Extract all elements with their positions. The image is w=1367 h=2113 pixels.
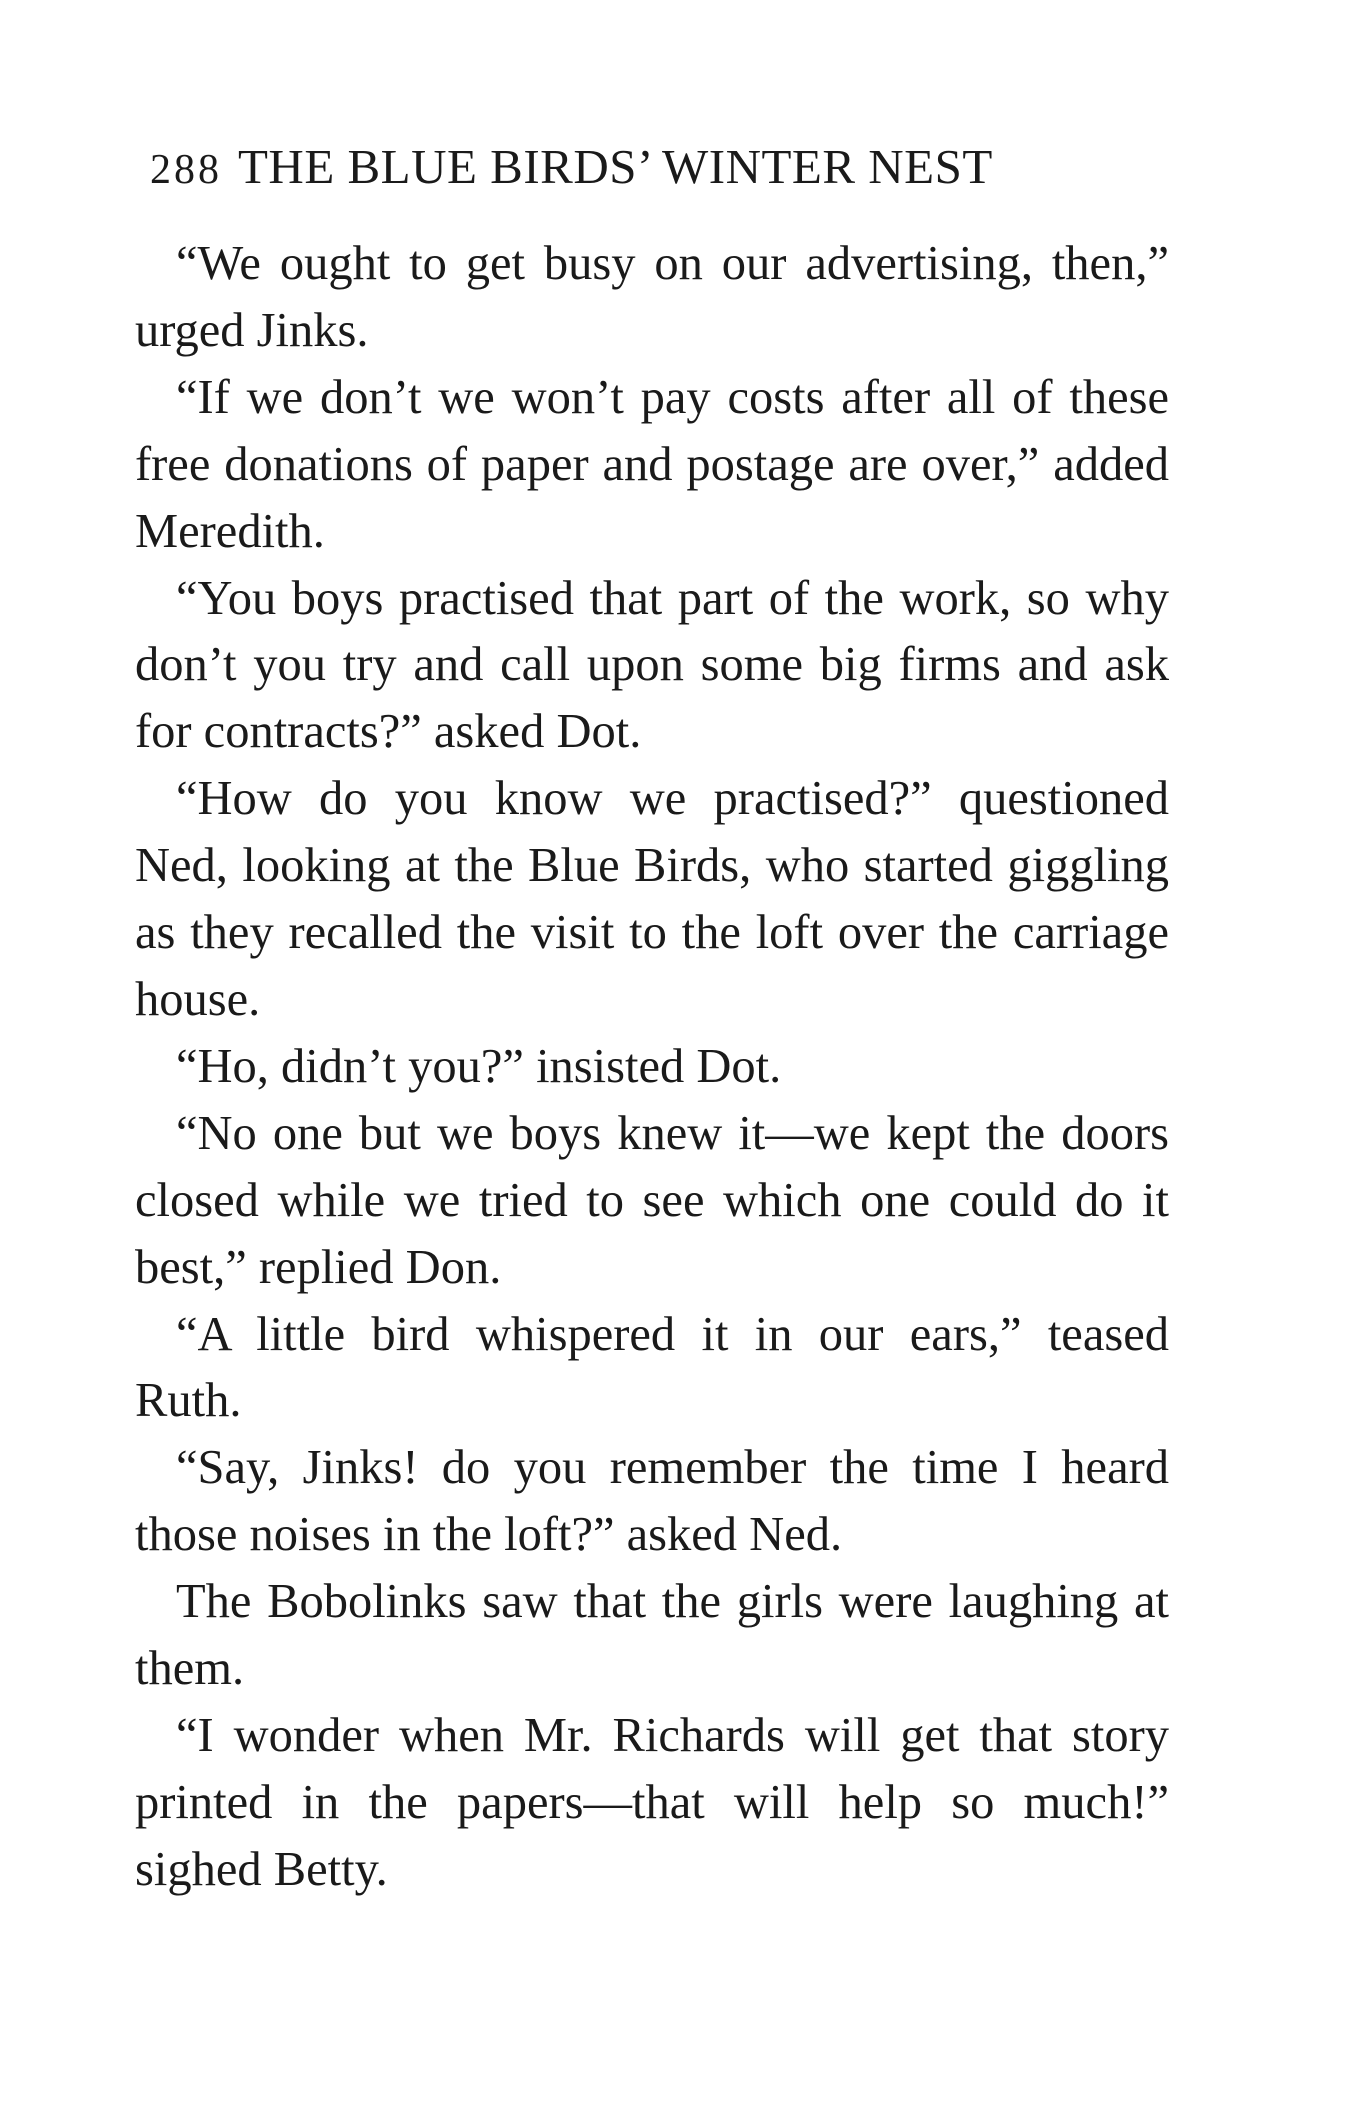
paragraph: “How do you know we practised?” questioned Ned, looking at the Blue Birds, who started giggling as they recalled the visit to the loft over the carriage house. (135, 772, 1169, 1026)
paragraph: “We ought to get busy on our advertising, then,” urged Jinks. (135, 237, 1169, 357)
paragraph: “You boys practised that part of the work, so why don’t you try and call upon some big firms and ask for contracts?” asked Dot. (135, 571, 1169, 759)
paragraph: “Ho, didn’t you?” insisted Dot. (176, 1039, 782, 1093)
body-text (135, 231, 1169, 1904)
paragraph: The Bobolinks saw that the girls were laughing at them. (135, 1575, 1169, 1696)
paragraph: “If we don’t we won’t pay costs after all of these free donations of paper and postage are over,” added Meredith. (135, 370, 1169, 558)
running-title: THE BLUE BIRDS’ WINTER NEST (238, 139, 993, 194)
paragraph: “A little bird whispered it in our ears,” teased Ruth. (135, 1307, 1169, 1428)
paragraph: “I wonder when Mr. Richards will get that story printed in the papers—that will help so much!” sighed Betty. (135, 1708, 1169, 1896)
page-number: 288 (150, 147, 222, 193)
paragraph: “No one but we boys knew it—we kept the doors closed while we tried to see which one could do it best,” replied Don. (135, 1106, 1169, 1294)
paragraph: “Say, Jinks! do you remember the time I heard those noises in the loft?” asked Ned. (135, 1441, 1169, 1562)
running-head (150, 135, 1180, 202)
